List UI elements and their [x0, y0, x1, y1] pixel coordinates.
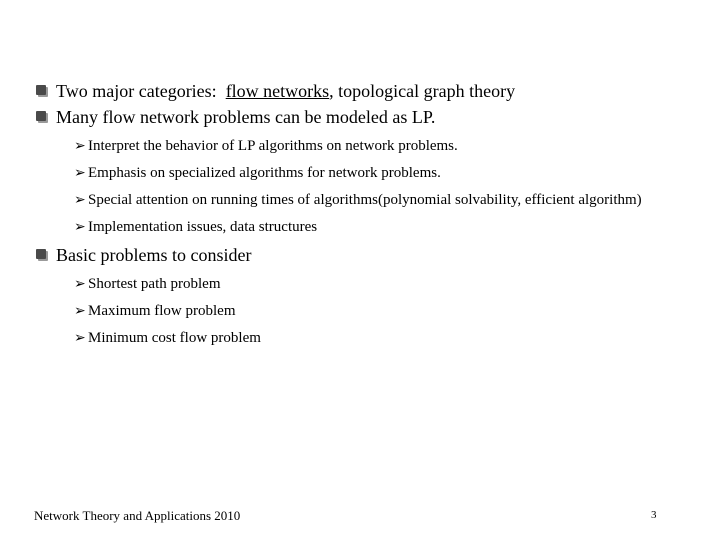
arrow-bullet-icon: ➢	[74, 166, 86, 181]
bullet-categories	[36, 79, 686, 103]
square-bullet-icon	[36, 111, 46, 121]
bullet-text: Many flow network problems can be modeled as LP.	[56, 107, 436, 127]
arrow-bullet-icon: ➢	[74, 193, 86, 208]
arrow-bullet-icon: ➢	[74, 304, 86, 319]
sub-bullet	[36, 137, 686, 156]
sub-bullet-text: Emphasis on specialized algorithms for network problems.	[88, 165, 441, 181]
sub-bullet-text: Shortest path problem	[88, 276, 221, 292]
arrow-bullet-icon: ➢	[74, 277, 86, 292]
bullet-text: , topological graph theory	[329, 81, 516, 101]
square-bullet-icon	[36, 249, 46, 259]
bullet-basic-problems	[36, 243, 686, 267]
sub-bullet	[36, 275, 686, 294]
bullet-lp	[36, 105, 686, 129]
sub-bullet-text: Interpret the behavior of LP algorithms on network problems.	[88, 138, 458, 154]
sub-bullet	[36, 191, 688, 210]
sub-bullet	[36, 218, 686, 237]
bullet-list	[36, 79, 686, 348]
bullet-underlined-text: flow networks	[225, 81, 330, 101]
sub-bullet	[36, 302, 686, 321]
sub-bullet	[36, 164, 686, 183]
square-bullet-icon	[36, 85, 46, 95]
arrow-bullet-icon: ➢	[74, 331, 86, 346]
bullet-text: Two major categories:	[56, 81, 226, 101]
footer-title: Network Theory and Applications 2010	[34, 508, 241, 523]
arrow-bullet-icon: ➢	[74, 220, 86, 235]
page-number: 3	[651, 509, 657, 521]
arrow-bullet-icon: ➢	[74, 139, 86, 154]
bullet-text: Basic problems to consider	[56, 245, 252, 265]
sub-bullet	[36, 329, 686, 348]
sub-bullet-text: Special attention on running times of algorithms(polynomial solvability, efficient algorithm)	[88, 192, 642, 208]
sub-bullet-text: Implementation issues, data structures	[88, 219, 318, 235]
sub-bullet-text: Minimum cost flow problem	[88, 330, 261, 346]
sub-bullet-text: Maximum flow problem	[88, 303, 236, 319]
